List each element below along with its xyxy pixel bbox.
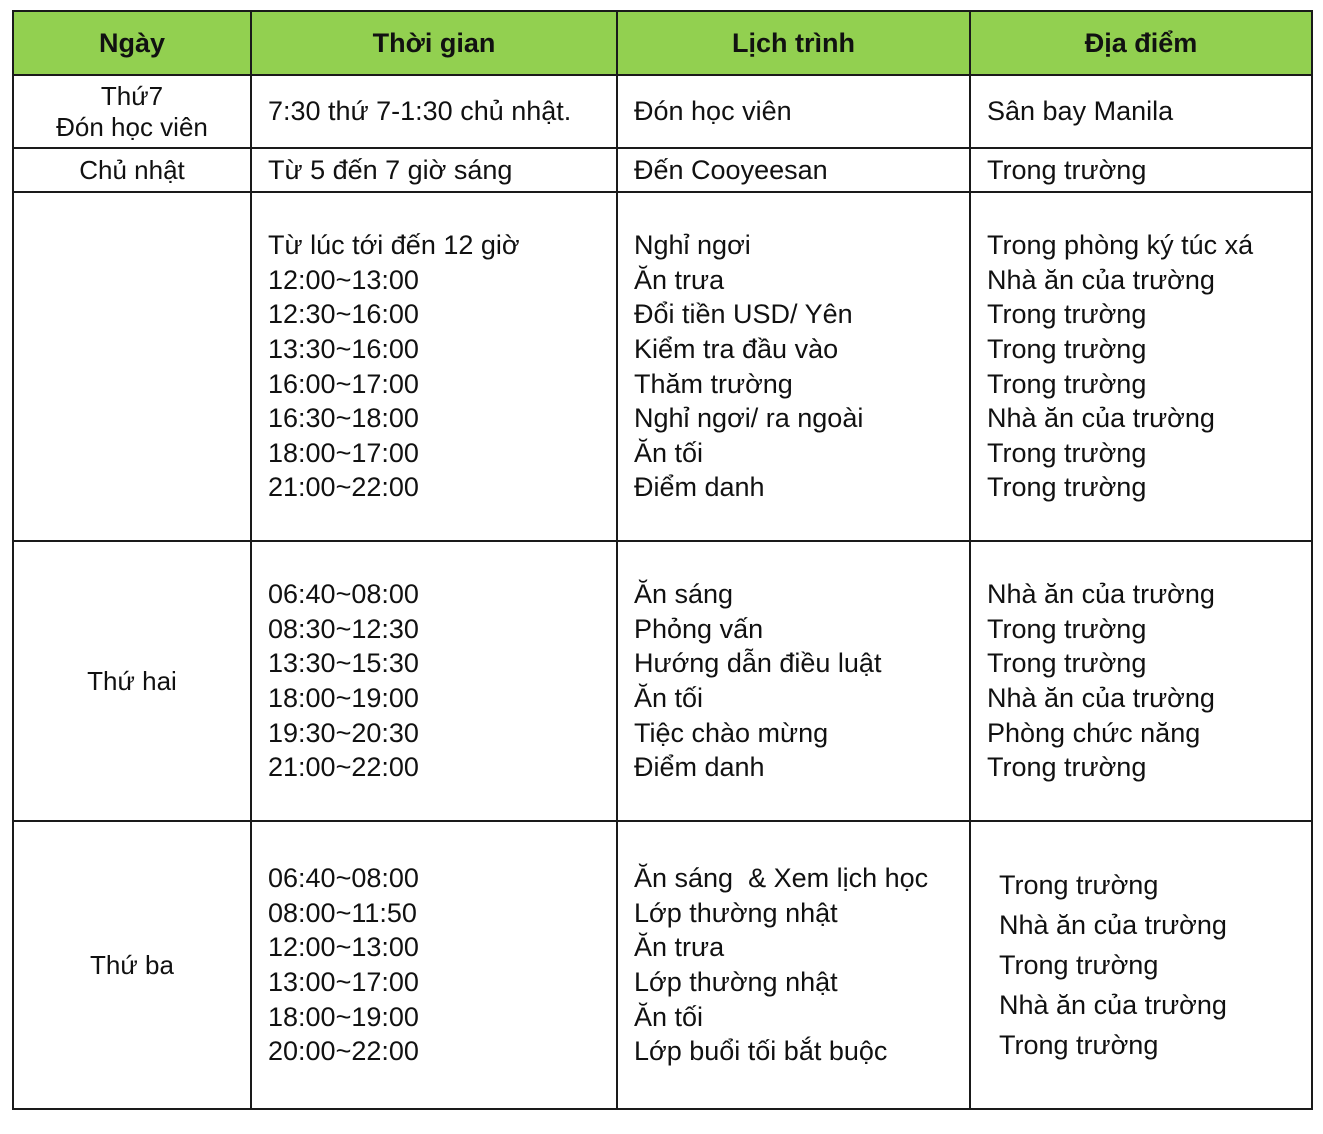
- activity-line: Ăn tối: [634, 437, 704, 468]
- time-cell: [251, 192, 617, 541]
- location-line: Trong trường: [987, 437, 1147, 468]
- activity-cell: [617, 75, 970, 148]
- time-line: 16:00~17:00: [268, 368, 419, 399]
- location-line: Trong trường: [987, 472, 1147, 503]
- time-line: Từ lúc tới đến 12 giờ: [268, 230, 520, 261]
- time-line: 08:00~11:50: [268, 897, 417, 928]
- activity-line: Đến Cooyeesan: [634, 154, 828, 185]
- day-line: Đón học viên: [56, 111, 208, 142]
- location-line: Nhà ăn của trường: [987, 264, 1215, 295]
- location-line: Phòng chức năng: [987, 717, 1201, 748]
- location-line: Trong trường: [987, 333, 1147, 364]
- time-line: 18:00~19:00: [268, 1001, 419, 1032]
- time-line: 13:00~17:00: [268, 967, 419, 997]
- activity-cell: [617, 821, 970, 1109]
- table-row: [13, 541, 1312, 821]
- location-line: Nhà ăn của trường: [987, 579, 1215, 610]
- day-cell: [13, 75, 251, 148]
- schedule-table: [12, 10, 1313, 1110]
- location-line: Nhà ăn của trường: [987, 683, 1215, 713]
- activity-line: Lớp thường nhật: [634, 897, 838, 928]
- location-line: Trong trường: [987, 752, 1147, 783]
- location-line: Sân bay Manila: [987, 96, 1174, 127]
- table-row: [13, 148, 1312, 192]
- time-line: 13:30~15:30: [268, 648, 419, 679]
- time-cell: [251, 75, 617, 148]
- location-cell: [970, 541, 1312, 821]
- activity-line: Nghỉ ngơi/ ra ngoài: [634, 403, 864, 434]
- header-activity: Lịch trình: [617, 11, 970, 75]
- activity-cell: [617, 148, 970, 192]
- time-line: 06:40~08:00: [268, 579, 419, 610]
- table-row: [13, 821, 1312, 1109]
- time-cell: [251, 541, 617, 821]
- activity-cell: [617, 192, 970, 541]
- activity-line: Kiểm tra đầu vào: [634, 333, 839, 364]
- time-cell: [251, 821, 617, 1109]
- activity-line: Phỏng vấn: [634, 613, 764, 644]
- activity-line: Hướng dẫn điều luật: [634, 648, 882, 679]
- header-day: Ngày: [13, 11, 251, 75]
- location-line: Trong trường: [999, 950, 1159, 980]
- time-line: 06:40~08:00: [268, 863, 419, 894]
- location-line: Trong trường: [999, 870, 1159, 900]
- time-line: 16:30~18:00: [268, 403, 419, 434]
- activity-line: Lớp buổi tối bắt buộc: [634, 1036, 888, 1067]
- location-line: Trong trường: [987, 299, 1147, 330]
- time-line: 21:00~22:00: [268, 472, 419, 503]
- location-line: Trong phòng ký túc xá: [987, 230, 1254, 261]
- location-cell: [970, 148, 1312, 192]
- time-line: 12:30~16:00: [268, 299, 419, 330]
- day-cell: [13, 192, 251, 541]
- activity-line: Ăn sáng & Xem lịch học: [634, 863, 929, 894]
- activity-line: Lớp thường nhật: [634, 967, 838, 997]
- location-line: Nhà ăn của trường: [999, 910, 1227, 940]
- activity-line: Ăn sáng: [634, 579, 734, 610]
- day-cell: [13, 541, 251, 821]
- location-line: Nhà ăn của trường: [999, 990, 1227, 1020]
- activity-line: Ăn trưa: [634, 932, 725, 963]
- time-cell: [251, 148, 617, 192]
- activity-line: Đón học viên: [634, 96, 792, 127]
- activity-cell: [617, 541, 970, 821]
- time-line: Từ 5 đến 7 giờ sáng: [268, 154, 513, 185]
- day-line: Thứ7: [100, 80, 164, 111]
- time-line: 18:00~17:00: [268, 437, 419, 468]
- day-cell: [13, 148, 251, 192]
- header-location: Địa điểm: [970, 11, 1312, 75]
- location-cell: [970, 821, 1312, 1109]
- activity-line: Thăm trường: [634, 368, 793, 399]
- day-line: Chủ nhật: [79, 154, 185, 185]
- table-row: [13, 75, 1312, 148]
- header-time: Thời gian: [251, 11, 617, 75]
- day-cell: [13, 821, 251, 1109]
- activity-line: Nghỉ ngơi: [634, 230, 751, 261]
- time-line: 13:30~16:00: [268, 333, 419, 364]
- activity-line: Đổi tiền USD/ Yên: [634, 299, 853, 330]
- location-cell: [970, 192, 1312, 541]
- time-line: 20:00~22:00: [268, 1036, 419, 1067]
- location-line: Trong trường: [987, 368, 1147, 399]
- location-line: Trong trường: [987, 613, 1147, 644]
- time-line: 7:30 thứ 7-1:30 chủ nhật.: [268, 96, 572, 127]
- location-line: Nhà ăn của trường: [987, 403, 1215, 434]
- time-line: 12:00~13:00: [268, 264, 419, 295]
- location-line: Trong trường: [999, 1030, 1159, 1060]
- day-line: Thứ ba: [90, 949, 174, 980]
- table-row: [13, 192, 1312, 541]
- location-cell: [970, 75, 1312, 148]
- activity-line: Ăn tối: [634, 1001, 704, 1032]
- time-line: 21:00~22:00: [268, 752, 419, 783]
- time-line: 19:30~20:30: [268, 717, 419, 748]
- activity-line: Điểm danh: [634, 472, 765, 503]
- time-line: 18:00~19:00: [268, 683, 419, 713]
- time-line: 12:00~13:00: [268, 932, 419, 963]
- activity-line: Điểm danh: [634, 752, 765, 783]
- day-line: Thứ hai: [87, 665, 177, 696]
- activity-line: Ăn tối: [634, 683, 704, 713]
- location-line: Trong trường: [987, 648, 1147, 679]
- activity-line: Tiệc chào mừng: [634, 717, 829, 748]
- header-row: [13, 11, 1312, 75]
- time-line: 08:30~12:30: [268, 613, 419, 644]
- activity-line: Ăn trưa: [634, 264, 725, 295]
- location-line: Trong trường: [987, 154, 1147, 185]
